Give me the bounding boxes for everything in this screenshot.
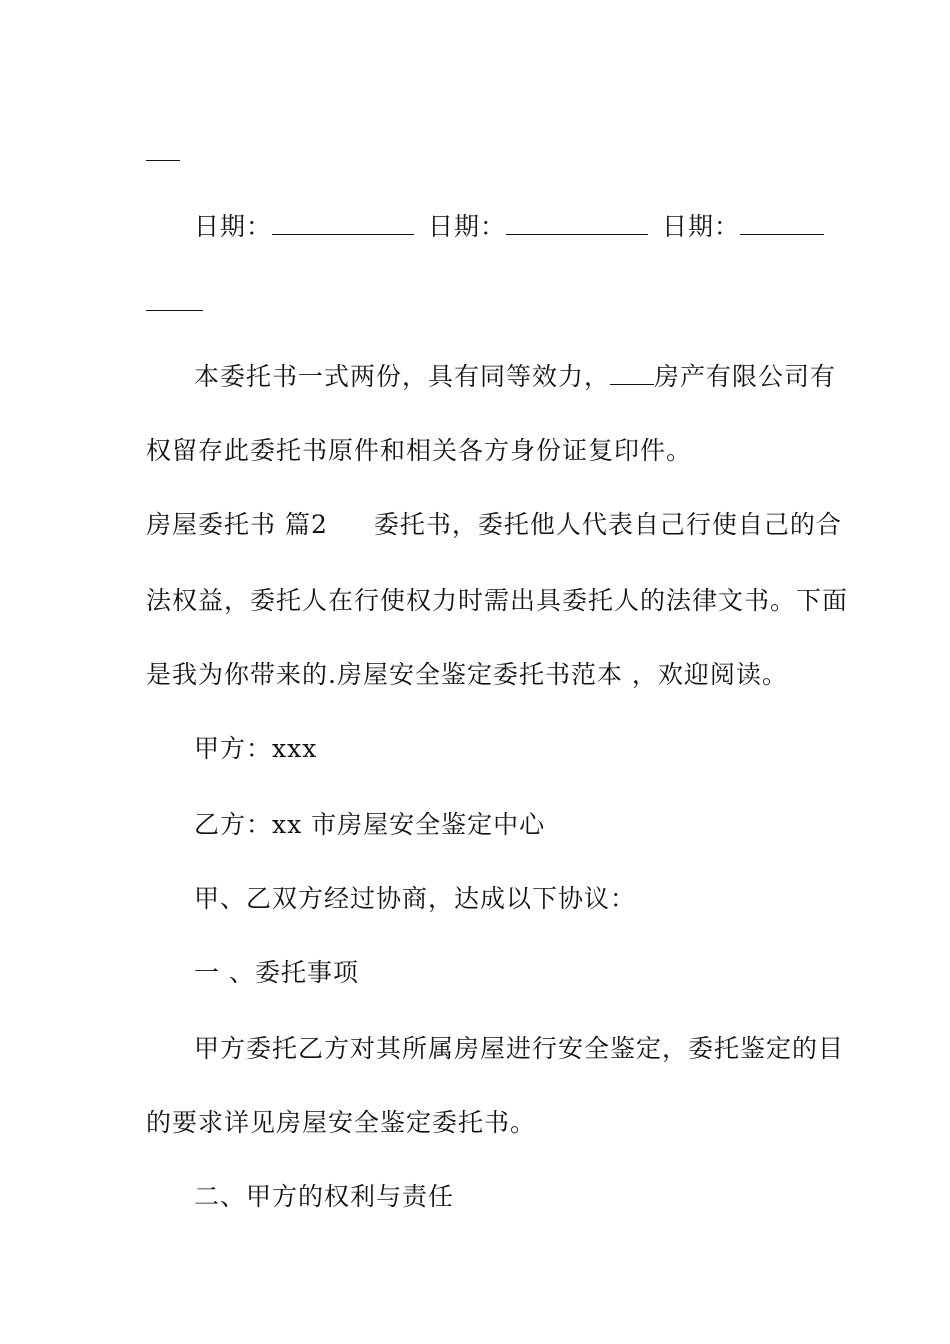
section-title: 二、甲方的权利与责任 [194, 1182, 455, 1211]
blank-fill-line [146, 310, 203, 311]
paragraph-line: 法权益，委托人在行使权力时需出具委托人的法律文书。下面 [146, 586, 849, 615]
date-row [194, 212, 824, 242]
party-a: 甲方：xxx [194, 734, 318, 763]
paragraph-text: 委托书，委托他人代表自己行使自己的合 [373, 510, 842, 539]
section-heading: 房屋委托书 篇2 [146, 510, 328, 539]
paragraph-line: 权留存此委托书原件和相关各方身份证复印件。 [146, 436, 693, 465]
agreement-intro: 甲、乙双方经过协商，达成以下协议： [194, 884, 637, 913]
paragraph-line: 甲方委托乙方对其所属房屋进行安全鉴定，委托鉴定的目 [194, 1034, 845, 1063]
blank-fill-line [146, 160, 180, 161]
section-title: 一 、委托事项 [194, 958, 359, 987]
date-label: 日期： [194, 212, 273, 241]
paragraph-line [146, 510, 842, 540]
date-blank[interactable] [272, 212, 414, 235]
date-label: 日期： [428, 212, 507, 241]
paragraph-text: 本委托书一式两份，具有同等效力， [194, 362, 611, 391]
date-blank[interactable] [740, 212, 824, 235]
paragraph-text: 房产有限公司有 [654, 362, 837, 391]
company-blank[interactable] [610, 362, 654, 385]
paragraph-line [194, 362, 836, 392]
date-label: 日期： [662, 212, 741, 241]
paragraph-line: 是我为你带来的.房屋安全鉴定委托书范本 ，欢迎阅读。 [146, 660, 788, 689]
paragraph-line: 的要求详见房屋安全鉴定委托书。 [146, 1108, 537, 1137]
party-b: 乙方：xx 市房屋安全鉴定中心 [194, 810, 546, 839]
date-blank[interactable] [506, 212, 648, 235]
